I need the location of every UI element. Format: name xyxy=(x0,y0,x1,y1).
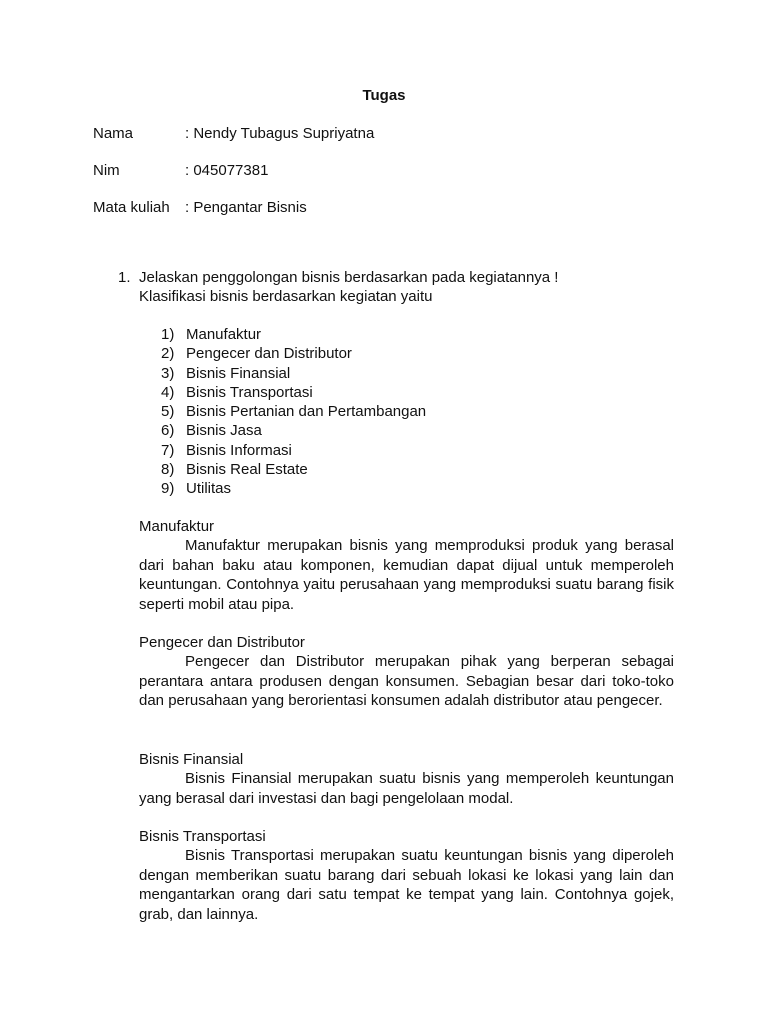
question-1 xyxy=(118,268,678,306)
section-bisnis-finansial xyxy=(139,750,674,808)
list-text: Manufaktur xyxy=(186,326,262,343)
list-text: Utilitas xyxy=(186,480,232,498)
question-text: Jelaskan penggolongan bisnis berdasarkan pada kegiatannya ! xyxy=(139,269,559,286)
section-pengecer-distributor xyxy=(139,633,674,711)
section-bisnis-transportasi xyxy=(139,827,674,924)
list-text: Bisnis Transportasi xyxy=(186,383,313,401)
list-item xyxy=(161,364,426,383)
field-value: : 045077381 xyxy=(185,162,269,179)
question-line xyxy=(118,268,678,287)
field-value: : Nendy Tubagus Supriyatna xyxy=(185,125,375,142)
field-mata-kuliah xyxy=(93,198,307,217)
list-item xyxy=(161,479,426,498)
classification-list xyxy=(161,325,426,499)
list-text: Bisnis Informasi xyxy=(186,441,292,459)
list-number: 8) xyxy=(161,461,175,479)
list-item xyxy=(161,325,426,344)
list-item xyxy=(161,383,426,402)
list-text: Bisnis Pertanian dan Pertambangan xyxy=(186,403,427,421)
section-heading: Pengecer dan Distributor xyxy=(139,634,305,651)
section-heading: Bisnis Transportasi xyxy=(139,828,266,845)
list-number: 1) xyxy=(161,326,175,343)
section-body: Manufaktur merupakan bisnis yang memproduksi produk yang berasal dari bahan baku atau komponen, kemudian dapat dijual untuk memperoleh keuntungan. Contohnya yaitu perusahaan yang memproduksi suatu barang fisik seperti mobil atau pipa. xyxy=(139,537,674,613)
section-body: Pengecer dan Distributor merupakan pihak yang berperan sebagai perantara antara produsen dengan konsumen. Sebagian besar dari toko-toko dan perusahaan yang berorientasi konsumen adalah distributor atau pengecer. xyxy=(139,653,674,710)
list-number: 2) xyxy=(161,345,175,363)
field-value: : Pengantar Bisnis xyxy=(185,199,307,216)
list-item xyxy=(161,402,426,421)
document-title: Tugas xyxy=(362,87,406,104)
field-nim xyxy=(93,161,268,180)
list-text: Bisnis Real Estate xyxy=(186,461,308,479)
list-text: Bisnis Jasa xyxy=(186,422,262,440)
list-text: Bisnis Finansial xyxy=(186,364,291,382)
list-text: Pengecer dan Distributor xyxy=(186,345,352,363)
list-number: 7) xyxy=(161,441,175,459)
section-heading: Bisnis Finansial xyxy=(139,751,244,768)
list-number: 3) xyxy=(161,364,175,382)
list-number: 6) xyxy=(161,422,175,440)
section-manufaktur xyxy=(139,517,674,614)
section-body: Bisnis Finansial merupakan suatu bisnis yang memperoleh keuntungan yang berasal dari investasi dan bagi pengelolaan modal. xyxy=(139,770,674,807)
list-number: 4) xyxy=(161,383,175,401)
list-number: 5) xyxy=(161,403,175,421)
section-heading: Manufaktur xyxy=(139,518,215,535)
field-label: Mata kuliah xyxy=(93,199,170,216)
list-item xyxy=(161,421,426,440)
field-label: Nim xyxy=(93,162,120,179)
question-number: 1. xyxy=(118,269,131,286)
question-intro: Klasifikasi bisnis berdasarkan kegiatan yaitu xyxy=(139,288,433,305)
list-item xyxy=(161,460,426,479)
list-item xyxy=(161,441,426,460)
section-body: Bisnis Transportasi merupakan suatu keuntungan bisnis yang diperoleh dengan memberikan suatu barang dari sebuah lokasi ke lokasi yang lain dan mengantarkan orang dari satu tempat ke tempat yang lain. Contohnya gojek, grab, dan lainnya. xyxy=(139,847,674,923)
field-nama xyxy=(93,124,374,143)
field-label: Nama xyxy=(93,125,134,142)
list-item xyxy=(161,344,426,363)
list-number: 9) xyxy=(161,480,175,498)
